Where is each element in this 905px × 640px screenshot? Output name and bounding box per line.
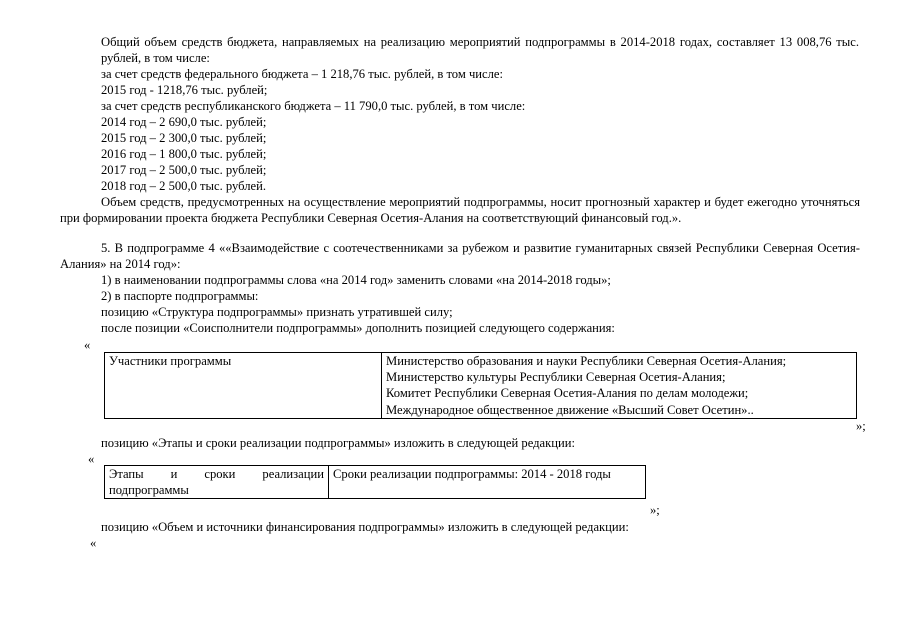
participant-item: Министерство культуры Республики Северная Осетия-Алания; — [386, 370, 726, 385]
section5-heading: 5. В подпрограмме 4 ««Взаимодействие с соотечественниками за рубежом и развитие гуманитарных связей Республики Северная Осетия-Алания» на 2014 год»: — [60, 241, 860, 272]
stages-label — [105, 466, 329, 499]
quote-open-2: « — [88, 452, 95, 466]
participants-table — [104, 352, 857, 419]
quote-close-1: »; — [856, 419, 866, 433]
year-line-2016: 2016 год – 1 800,0 тыс. рублей; — [101, 147, 267, 161]
year-line-2018: 2018 год – 2 500,0 тыс. рублей. — [101, 179, 267, 193]
section5-item2: 2) в паспорте подпрограммы: — [101, 289, 259, 303]
republic-budget-line: за счет средств республиканского бюджета – 11 790,0 тыс. рублей, в том числе: — [101, 99, 526, 113]
quote-close-2: »; — [650, 503, 660, 517]
section5-item4: после позиции «Соисполнители подпрограммы» дополнить позицией следующего содержания: — [101, 321, 615, 335]
stages-value: Сроки реализации подпрограммы: 2014 - 2018 годы — [329, 466, 646, 499]
participant-item: Комитет Республики Северная Осетия-Алания по делам молодежи; — [386, 386, 749, 401]
year-line-2014: 2014 год – 2 690,0 тыс. рублей; — [101, 115, 267, 129]
year-line-2015: 2015 год – 2 300,0 тыс. рублей; — [101, 131, 267, 145]
quote-open-3: « — [90, 536, 97, 550]
section5-item3: позицию «Структура подпрограммы» признать утратившей силу; — [101, 305, 453, 319]
budget-total-paragraph: Общий объем средств бюджета, направляемых на реализацию мероприятий подпрограммы в 2014-2018 годах, составляет 13 008,76 тыс. рублей, в том числе: — [101, 35, 859, 66]
stages-table — [104, 465, 646, 499]
federal-2015-line: 2015 год - 1218,76 тыс. рублей; — [101, 83, 268, 97]
closing-paragraph: Объем средств, предусмотренных на осуществление мероприятий подпрограммы, носит прогнозный характер и будет ежегодно уточняться при формировании проекта бюджета Республики Северная Осетия-Алания на соответствующий финансовый год.». — [60, 195, 860, 226]
participants-label: Участники программы — [105, 353, 382, 419]
table-row — [105, 353, 857, 419]
participant-item: Министерство образования и науки Республики Северная Осетия-Алания; — [386, 354, 787, 368]
table-row — [105, 466, 646, 499]
stages-label-line1: Этапы и сроки реализации — [109, 467, 324, 481]
section5-item1: 1) в наименовании подпрограммы слова «на 2014 год» заменить словами «на 2014-2018 годы»; — [101, 273, 611, 287]
quote-open-1: « — [84, 338, 91, 352]
stages-paragraph: позицию «Этапы и сроки реализации подпрограммы» изложить в следующей редакции: — [101, 436, 575, 450]
participant-item: Международное общественное движение «Высший Совет Осетин».. — [386, 402, 754, 417]
participants-values — [382, 353, 857, 419]
federal-budget-line: за счет средств федерального бюджета – 1 218,76 тыс. рублей, в том числе: — [101, 67, 504, 81]
volume-paragraph: позицию «Объем и источники финансирования подпрограммы» изложить в следующей редакции: — [101, 520, 629, 534]
year-line-2017: 2017 год – 2 500,0 тыс. рублей; — [101, 163, 267, 177]
stages-label-line2: подпрограммы — [109, 483, 189, 498]
